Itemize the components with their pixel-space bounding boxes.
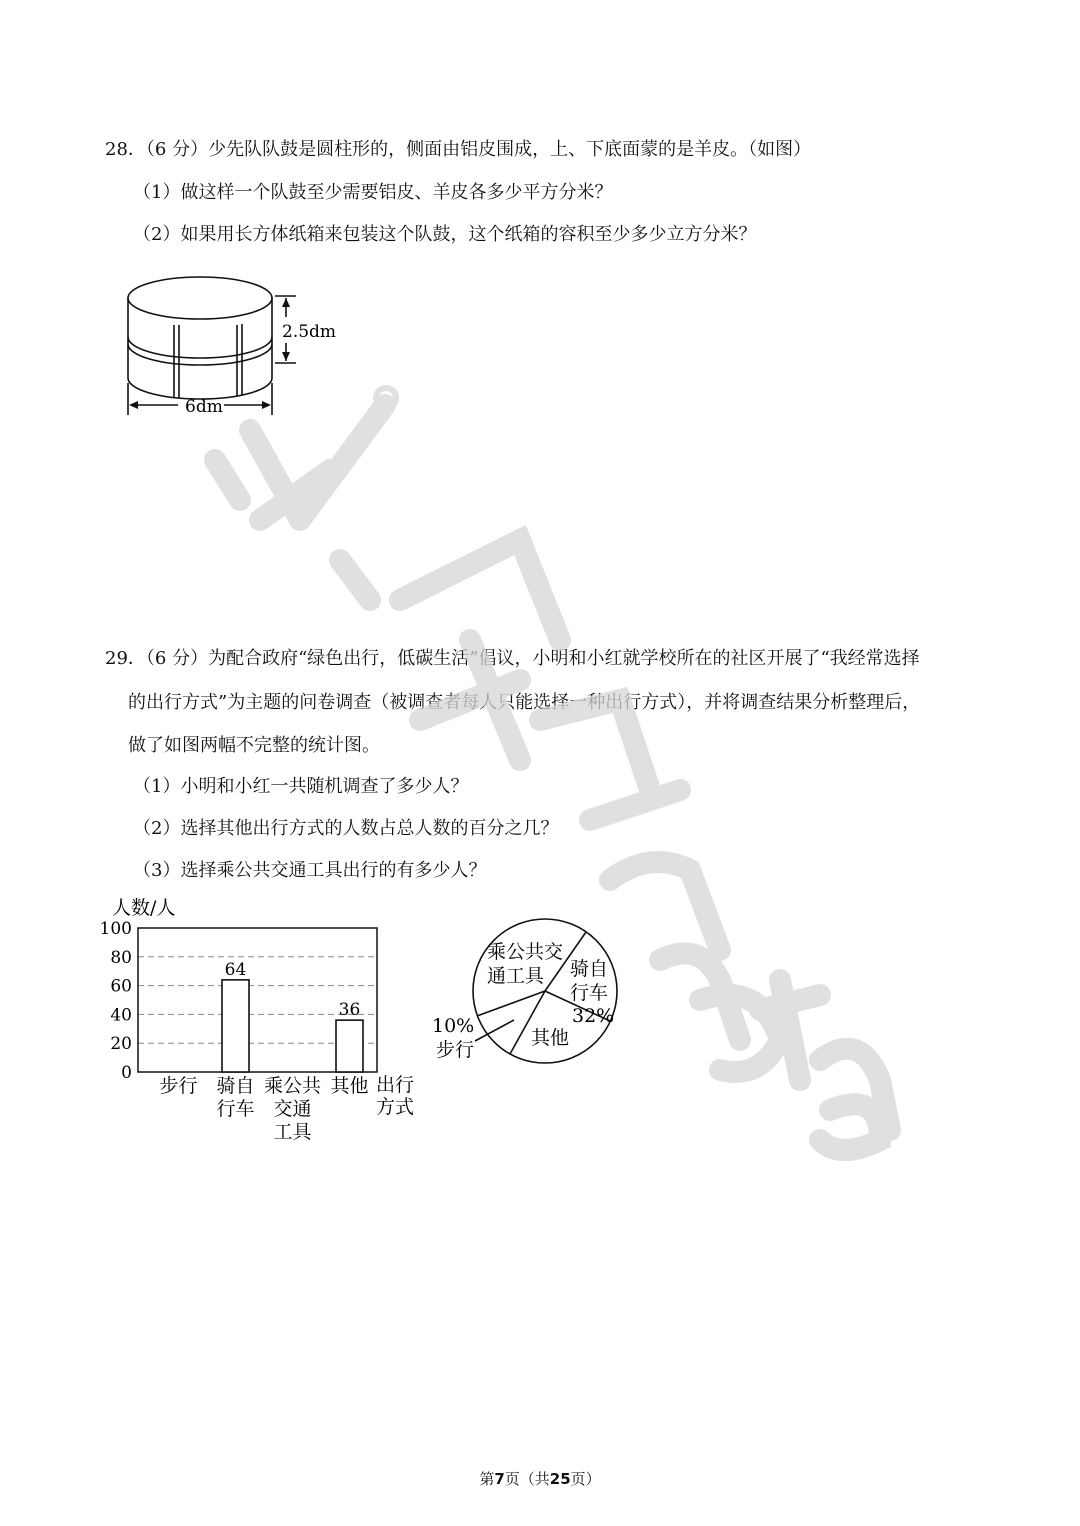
footer-page-number: 7 xyxy=(494,1470,505,1488)
footer-prefix: 第 xyxy=(479,1470,495,1488)
drum-width-label: 6dm xyxy=(185,397,223,417)
q29-stem-line1: 29．（6 分）为配合政府“绿色出行，低碳生活”倡议，小明和小红就学校所在的社区开展了“我经常选择 xyxy=(105,648,920,669)
bar xyxy=(222,980,249,1072)
q29-stem-line2: 的出行方式”为主题的问卷调查（被调查者每人只能选择一种出行方式），并将调查结果分析整理后， xyxy=(128,692,921,713)
pie-label-bike-line2: 行车 xyxy=(570,982,609,1004)
bar-y-tick-label: 40 xyxy=(110,1005,132,1026)
bar-data-label: 36 xyxy=(338,1000,361,1021)
page-footer xyxy=(0,1468,1080,1489)
bar-y-tick-label: 60 xyxy=(110,976,132,997)
q29-sub3: （3）选择乘公共交通工具出行的有多少人？ xyxy=(133,860,487,881)
bar-data-label: 64 xyxy=(224,959,247,980)
bar-y-tick-label: 0 xyxy=(121,1063,132,1083)
bar-x-axis-title-line1: 出行 xyxy=(376,1074,415,1096)
drum-height-label: 2.5dm xyxy=(282,322,337,342)
bar-category-label: 其他 xyxy=(330,1075,369,1097)
q29-sub1: （1）小明和小红一共随机调查了多少人？ xyxy=(133,776,469,797)
pie-chart xyxy=(425,900,640,1075)
bar-y-tick-label: 80 xyxy=(110,947,132,968)
pie-label-bike-percent: 32% xyxy=(572,1005,615,1027)
pie-divider-4 xyxy=(477,991,545,1016)
bar-category-label: 工具 xyxy=(273,1121,312,1143)
footer-mid: 页（共 xyxy=(504,1470,550,1488)
bar-y-tick-label: 100 xyxy=(99,919,132,939)
bar-category-label: 骑自 xyxy=(216,1075,255,1097)
pie-label-walk-percent: 10% xyxy=(432,1015,475,1037)
pie-label-bus-line1: 乘公共交 xyxy=(487,941,564,963)
bar xyxy=(336,1020,363,1072)
bar-y-tick-label: 20 xyxy=(110,1034,132,1055)
pie-label-other: 其他 xyxy=(531,1027,570,1049)
q29-sub2: （2）选择其他出行方式的人数占总人数的百分之几？ xyxy=(133,818,559,839)
bar-category-label: 行车 xyxy=(216,1098,255,1120)
bar-category-label: 步行 xyxy=(159,1075,198,1097)
bar-category-label: 乘公共 xyxy=(263,1075,322,1097)
bar-category-label: 交通 xyxy=(273,1098,312,1120)
q28-sub1: （1）做这样一个队鼓至少需要铝皮、羊皮各多少平方分米？ xyxy=(133,182,613,203)
footer-suffix: 页） xyxy=(570,1470,601,1488)
pie-label-bike-line1: 骑自 xyxy=(570,958,609,980)
q28-stem: 28．（6 分）少先队队鼓是圆柱形的，侧面由铝皮围成，上、下底面蒙的是羊皮。（如图） xyxy=(105,139,812,160)
bar-x-axis-title-line2: 方式 xyxy=(376,1096,415,1118)
pie-label-walk: 步行 xyxy=(436,1039,475,1061)
drum-figure xyxy=(118,265,348,425)
pie-label-bus-line2: 通工具 xyxy=(487,965,545,987)
bar-chart xyxy=(95,890,435,1150)
bar-y-axis-title: 人数/人 xyxy=(112,897,176,919)
footer-total-pages: 25 xyxy=(549,1470,571,1488)
q29-stem-line3: 做了如图两幅不完整的统计图。 xyxy=(128,735,380,756)
q28-sub2: （2）如果用长方体纸箱来包装这个队鼓，这个纸箱的容积至少多少立方分米？ xyxy=(133,224,757,245)
